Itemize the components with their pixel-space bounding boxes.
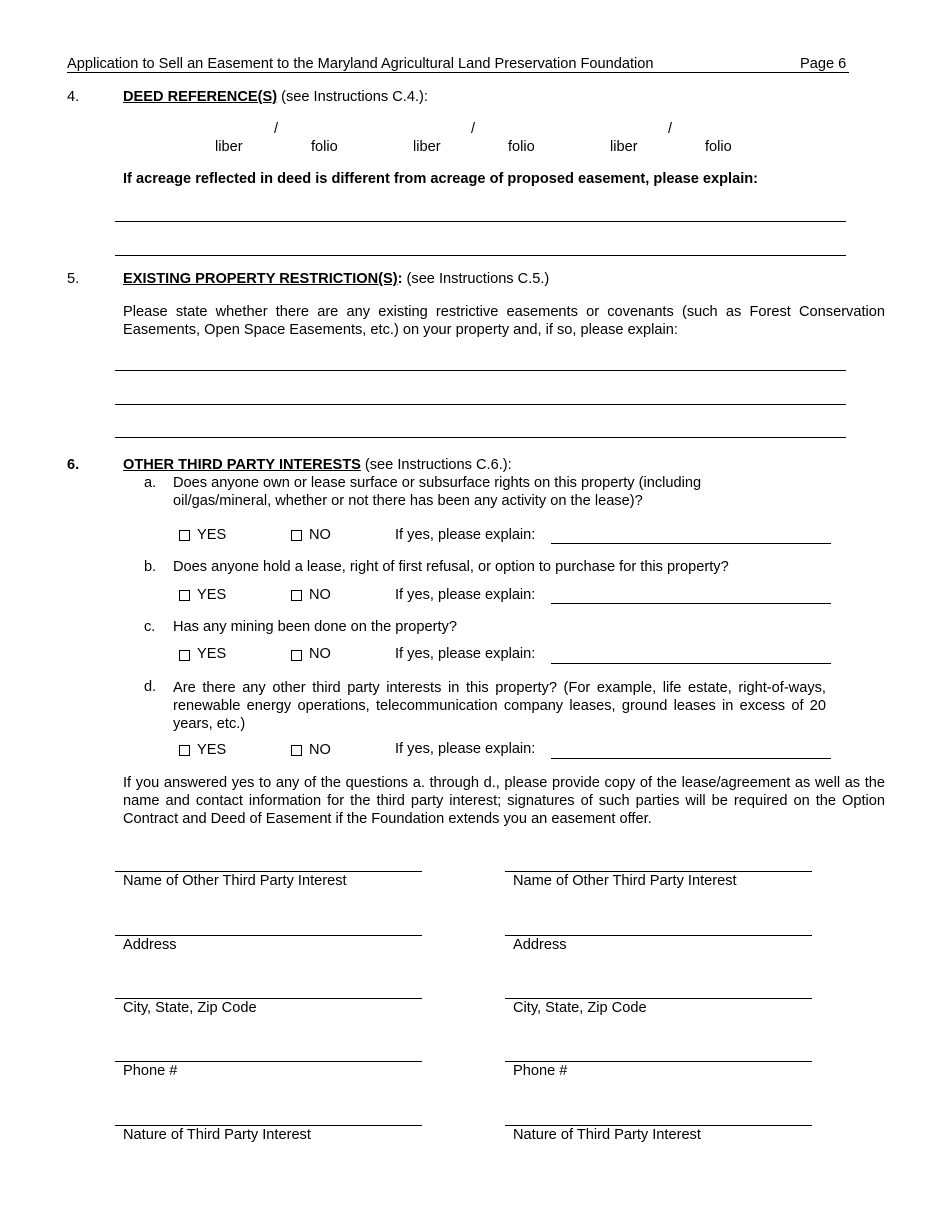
right-nature-line[interactable] xyxy=(505,1125,812,1126)
question-d-yes-checkbox[interactable] xyxy=(179,745,190,756)
question-b-no-label: NO xyxy=(309,587,331,603)
question-d-explain-line[interactable] xyxy=(551,758,831,759)
question-b-yes-label: YES xyxy=(197,587,227,603)
deed-folio-label-1: folio xyxy=(311,139,338,155)
deed-liber-label-3: liber xyxy=(610,139,638,155)
section-6-number: 6. xyxy=(67,457,80,473)
question-d-no-label: NO xyxy=(309,742,331,758)
question-c-yes-checkbox[interactable] xyxy=(179,650,190,661)
right-name-label: Name of Other Third Party Interest xyxy=(513,873,737,889)
deed-folio-label-3: folio xyxy=(705,139,732,155)
section-4-number: 4. xyxy=(67,89,80,105)
section-4-heading xyxy=(123,89,428,106)
right-phone-label: Phone # xyxy=(513,1063,568,1079)
question-a-yes-label: YES xyxy=(197,527,227,543)
deed-liber-label-1: liber xyxy=(215,139,243,155)
acreage-note: If acreage reflected in deed is different from acreage of proposed easement, please explain: xyxy=(123,171,759,187)
right-city-line[interactable] xyxy=(505,998,812,999)
question-c-explain-label: If yes, please explain: xyxy=(395,646,536,662)
acreage-explain-line-2[interactable] xyxy=(115,255,846,256)
restriction-explain-line-2[interactable] xyxy=(115,404,846,405)
left-nature-line[interactable] xyxy=(115,1125,422,1126)
restriction-explain-line-3[interactable] xyxy=(115,437,846,438)
question-a-label: a. xyxy=(144,475,157,491)
question-c-explain-line[interactable] xyxy=(551,663,831,664)
header-rule xyxy=(67,72,849,73)
section-5-body: Please state whether there are any existing restrictive easements or covenants (such as Forest Conservation Easements, Open Space Easements, etc.) on your property and, if so, please explain: xyxy=(123,304,885,338)
question-b-no-checkbox[interactable] xyxy=(291,590,302,601)
section-4-instructions: (see Instructions C.4.): xyxy=(277,89,428,105)
question-c-yes-label: YES xyxy=(197,646,227,662)
section-5-number: 5. xyxy=(67,271,80,287)
left-city-line[interactable] xyxy=(115,998,422,999)
question-b-label: b. xyxy=(144,559,157,575)
question-b-text: Does anyone hold a lease, right of first refusal, or option to purchase for this property? xyxy=(173,559,729,575)
section-6-instructions: (see Instructions C.6.): xyxy=(360,457,512,473)
deed-slash-3: / xyxy=(668,121,673,137)
question-d-text: Are there any other third party interests in this property? (For example, life estate, right-of-ways, renewable energy operations, telecommunication company leases, ground leases in excess of 20 years, etc.) xyxy=(173,680,826,732)
section-5-instructions: (see Instructions C.5.) xyxy=(402,271,550,287)
question-b-yes-checkbox[interactable] xyxy=(179,590,190,601)
acreage-explain-line-1[interactable] xyxy=(115,221,846,222)
section-4-title: DEED REFERENCE(S) xyxy=(123,89,278,105)
question-c-no-label: NO xyxy=(309,646,331,662)
left-nature-label: Nature of Third Party Interest xyxy=(123,1127,311,1143)
question-a-explain-line[interactable] xyxy=(551,543,831,544)
question-c-no-checkbox[interactable] xyxy=(291,650,302,661)
left-address-line[interactable] xyxy=(115,935,422,936)
right-nature-label: Nature of Third Party Interest xyxy=(513,1127,701,1143)
right-city-label: City, State, Zip Code xyxy=(513,1000,647,1016)
question-d-explain-label: If yes, please explain: xyxy=(395,741,536,757)
right-name-line[interactable] xyxy=(505,871,812,872)
page-header-title: Application to Sell an Easement to the Maryland Agricultural Land Preservation Foundation xyxy=(67,56,654,72)
deed-slash-1: / xyxy=(274,121,279,137)
question-a-no-checkbox[interactable] xyxy=(291,530,302,541)
right-address-line[interactable] xyxy=(505,935,812,936)
deed-liber-label-2: liber xyxy=(413,139,441,155)
left-address-label: Address xyxy=(123,937,177,953)
deed-folio-label-2: folio xyxy=(508,139,535,155)
page-number: Page 6 xyxy=(800,56,847,72)
section-6-heading xyxy=(123,457,512,474)
section-5-colon: : xyxy=(397,271,403,287)
section-6-title: OTHER THIRD PARTY INTERESTS xyxy=(123,457,361,473)
left-phone-label: Phone # xyxy=(123,1063,178,1079)
right-address-label: Address xyxy=(513,937,567,953)
left-name-line[interactable] xyxy=(115,871,422,872)
question-a-text-line-1: Does anyone own or lease surface or subsurface rights on this property (including xyxy=(173,475,702,491)
left-phone-line[interactable] xyxy=(115,1061,422,1062)
question-a-explain-label: If yes, please explain: xyxy=(395,527,536,543)
left-city-label: City, State, Zip Code xyxy=(123,1000,257,1016)
question-d-label: d. xyxy=(144,679,157,695)
section-5-title: EXISTING PROPERTY RESTRICTION(S) xyxy=(123,271,398,287)
left-name-label: Name of Other Third Party Interest xyxy=(123,873,347,889)
question-d-yes-label: YES xyxy=(197,742,227,758)
question-c-label: c. xyxy=(144,619,156,635)
right-phone-line[interactable] xyxy=(505,1061,812,1062)
question-c-text: Has any mining been done on the property? xyxy=(173,619,457,635)
section-6-note: If you answered yes to any of the questions a. through d., please provide copy of the lease/agreement as well as the name and contact information for the third party interest; signatures of such parties will be required on the Option Contract and Deed of Easement if the Foundation extends you an easement offer. xyxy=(123,775,885,827)
question-b-explain-line[interactable] xyxy=(551,603,831,604)
question-b-explain-label: If yes, please explain: xyxy=(395,587,536,603)
deed-slash-2: / xyxy=(471,121,476,137)
question-d-no-checkbox[interactable] xyxy=(291,745,302,756)
question-a-no-label: NO xyxy=(309,527,331,543)
restriction-explain-line-1[interactable] xyxy=(115,370,846,371)
section-5-heading xyxy=(123,271,549,288)
question-a-text-line-2: oil/gas/mineral, whether or not there has been any activity on the lease)? xyxy=(173,493,643,509)
question-a-yes-checkbox[interactable] xyxy=(179,530,190,541)
